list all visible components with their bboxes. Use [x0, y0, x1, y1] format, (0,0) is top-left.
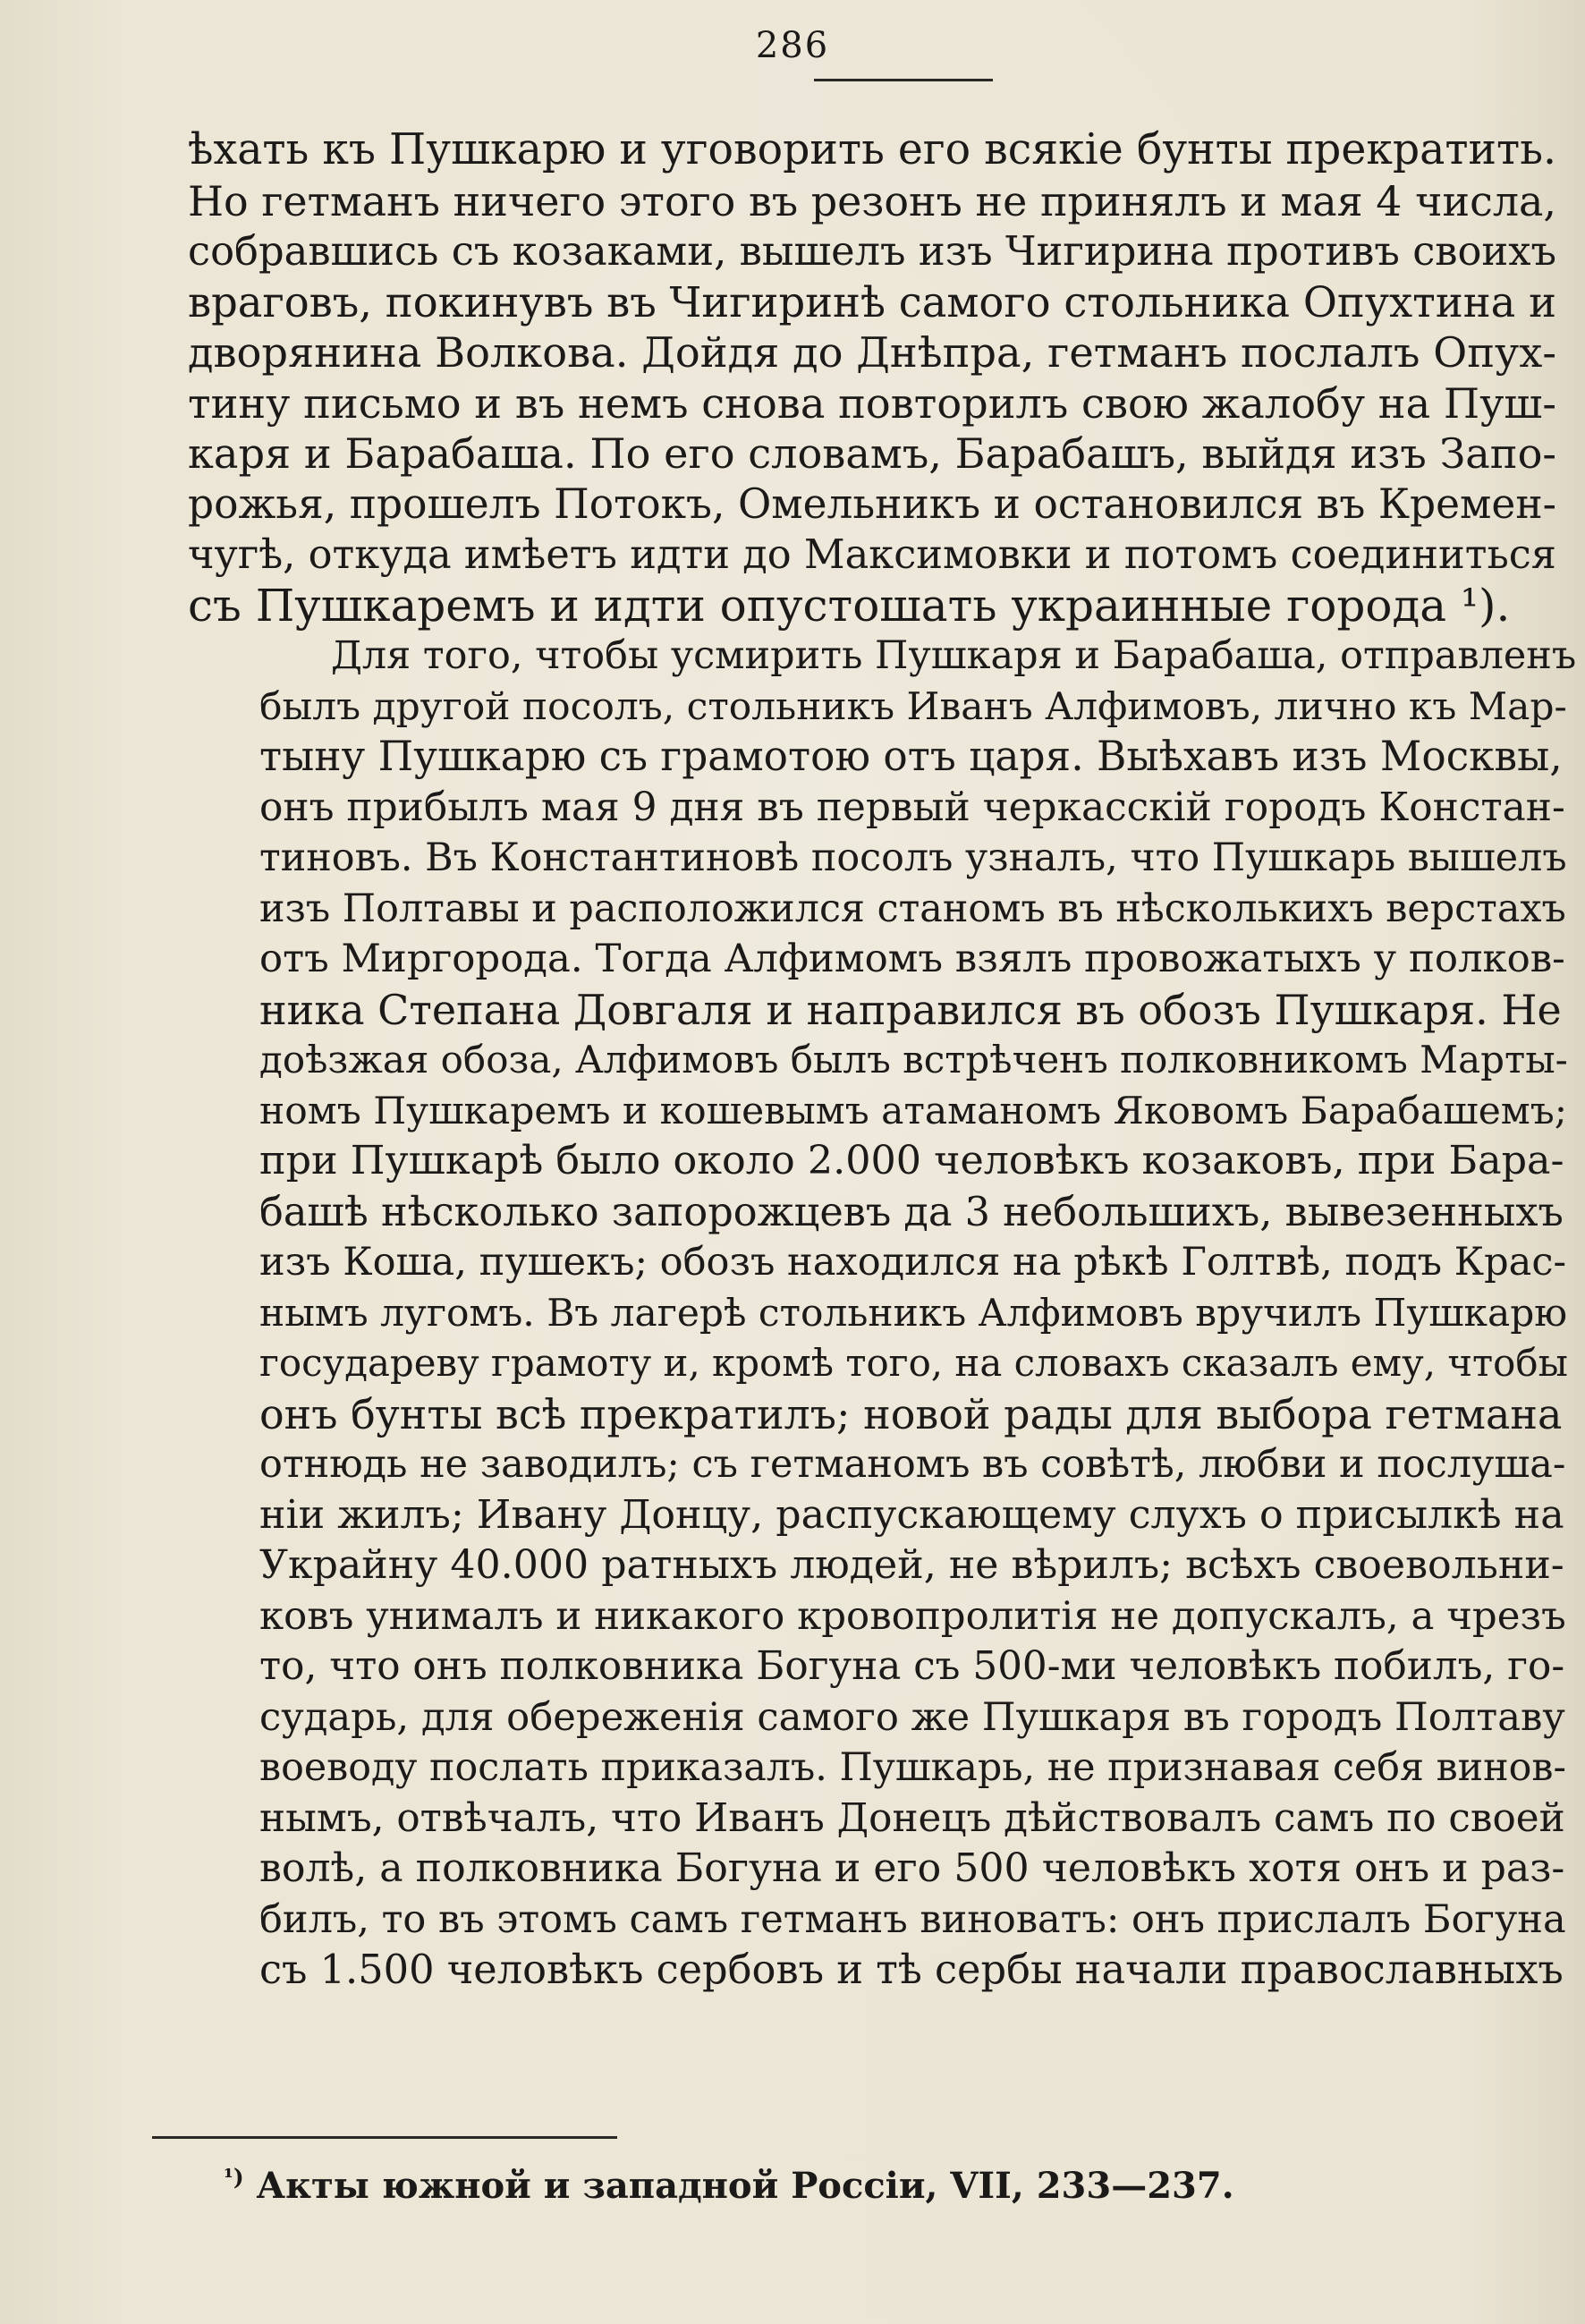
text-line: ѣхать къ Пушкарю и уговорить его всякіе бунты прекратить. — [188, 125, 1556, 174]
text-line: ніи жилъ; Ивану Донцу, распускающему слухъ о присылкѣ на — [259, 1491, 1564, 1538]
text-line: рожья, прошелъ Потокъ, Омельникъ и остановился въ Кремен- — [188, 479, 1556, 528]
text-line: волѣ, а полковника Богуна и его 500 человѣкъ хотя онъ и раз- — [259, 1845, 1565, 1891]
text-line: изъ Полтавы и расположился станомъ въ нѣсколькихъ верстахъ — [259, 886, 1566, 931]
text-line: нымъ, отвѣчалъ, что Иванъ Донецъ дѣйствовалъ самъ по своей — [259, 1794, 1565, 1841]
text-line: нымъ лугомъ. Въ лагерѣ стольникъ Алфимовъ вручилъ Пушкарю — [259, 1290, 1568, 1335]
text-line: съ Пушкаремъ и идти опустошать украинные города ¹). — [188, 579, 1511, 632]
text-line: враговъ, покинувъ въ Чигиринѣ самого стольника Опухтина и — [188, 277, 1556, 327]
footnote-text: Акты южной и западной Россіи, VII, 233—237. — [256, 2165, 1234, 2207]
text-line: съ 1.500 человѣкъ сербовъ и тѣ сербы начали православныхъ — [259, 1947, 1564, 1993]
text-line: онъ прибылъ мая 9 дня въ первый черкасскій городъ Констан- — [259, 784, 1565, 830]
text-line: отнюдь не заводилъ; съ гетманомъ въ совѣтѣ, любви и послуша- — [259, 1442, 1566, 1487]
footnote — [224, 2165, 1234, 2207]
text-line: каря и Барабаша. По его словамъ, Барабашъ, выйдя изъ Запо- — [188, 429, 1557, 478]
text-line: при Пушкарѣ было около 2.000 человѣкъ козаковъ, при Бара- — [259, 1138, 1564, 1183]
text-line: башѣ нѣсколько запорожцевъ да 3 небольшихъ, вывезенныхъ — [259, 1188, 1564, 1235]
paragraph — [188, 125, 1556, 631]
text-line: доѣзжая обоза, Алфимовъ былъ встрѣченъ полковникомъ Марты- — [259, 1038, 1568, 1081]
text-line: изъ Коша, пушекъ; обозъ находился на рѣкѣ Голтвѣ, подъ Крас- — [259, 1240, 1566, 1285]
text-line: отъ Миргорода. Тогда Алфимомъ взялъ провожатыхъ у полков- — [259, 937, 1565, 981]
text-line: былъ другой посолъ, стольникъ Иванъ Алфимовъ, лично къ Мар- — [259, 683, 1567, 728]
page-number-rule — [814, 79, 993, 81]
paragraph — [188, 631, 1577, 1996]
text-line: Украйну 40.000 ратныхъ людей, не вѣрилъ; всѣхъ своевольни- — [259, 1542, 1564, 1588]
text-line: чугѣ, откуда имѣетъ идти до Максимовки и потомъ соединиться — [188, 531, 1556, 578]
text-line: ковъ унималъ и никакого кровопролитія не допускалъ, а чрезъ — [259, 1593, 1566, 1639]
text-line: сударь, для обереженія самого же Пушкаря въ городъ Полтаву — [259, 1694, 1565, 1740]
text-line: Но гетманъ ничего этого въ резонъ не принялъ и мая 4 числа, — [188, 176, 1556, 225]
page-number: 286 — [755, 25, 830, 66]
text-line: тыну Пушкарю съ грамотою отъ царя. Выѣхавъ изъ Москвы, — [259, 733, 1563, 780]
text-line: Для того, чтобы усмирить Пушкаря и Барабаша, отправленъ — [331, 633, 1577, 678]
text-line: государеву грамоту и, кромѣ того, на словахъ сказалъ ему, чтобы — [259, 1341, 1568, 1385]
text-line: номъ Пушкаремъ и кошевымъ атаманомъ Яковомъ Барабашемъ; — [259, 1088, 1568, 1132]
text-line: то, что онъ полковника Богуна съ 500-ми человѣкъ побилъ, го- — [259, 1643, 1565, 1689]
text-line: онъ бунты всѣ прекратилъ; новой рады для выбора гетмана — [259, 1389, 1563, 1438]
text-line: собравшись съ козаками, вышелъ изъ Чигирина противъ своихъ — [188, 227, 1556, 275]
text-line: воеводу послать приказалъ. Пушкарь, не признавая себя винов- — [259, 1745, 1566, 1790]
footnote-rule — [152, 2136, 617, 2139]
text-line: дворянина Волкова. Дойдя до Днѣпра, гетманъ послалъ Опух- — [188, 328, 1556, 377]
footnote-marker: ¹) — [224, 2164, 244, 2191]
text-line: ника Степана Довгаля и направился въ обозъ Пушкаря. Не — [259, 985, 1562, 1034]
text-line: билъ, то въ этомъ самъ гетманъ виноватъ: онъ прислалъ Богуна — [259, 1896, 1566, 1942]
text-line: тиновъ. Въ Константиновѣ посолъ узналъ, что Пушкарь вышелъ — [259, 835, 1567, 880]
text-line: тину письмо и въ немъ снова повторилъ свою жалобу на Пуш- — [188, 378, 1556, 428]
body-text — [188, 125, 1577, 1996]
